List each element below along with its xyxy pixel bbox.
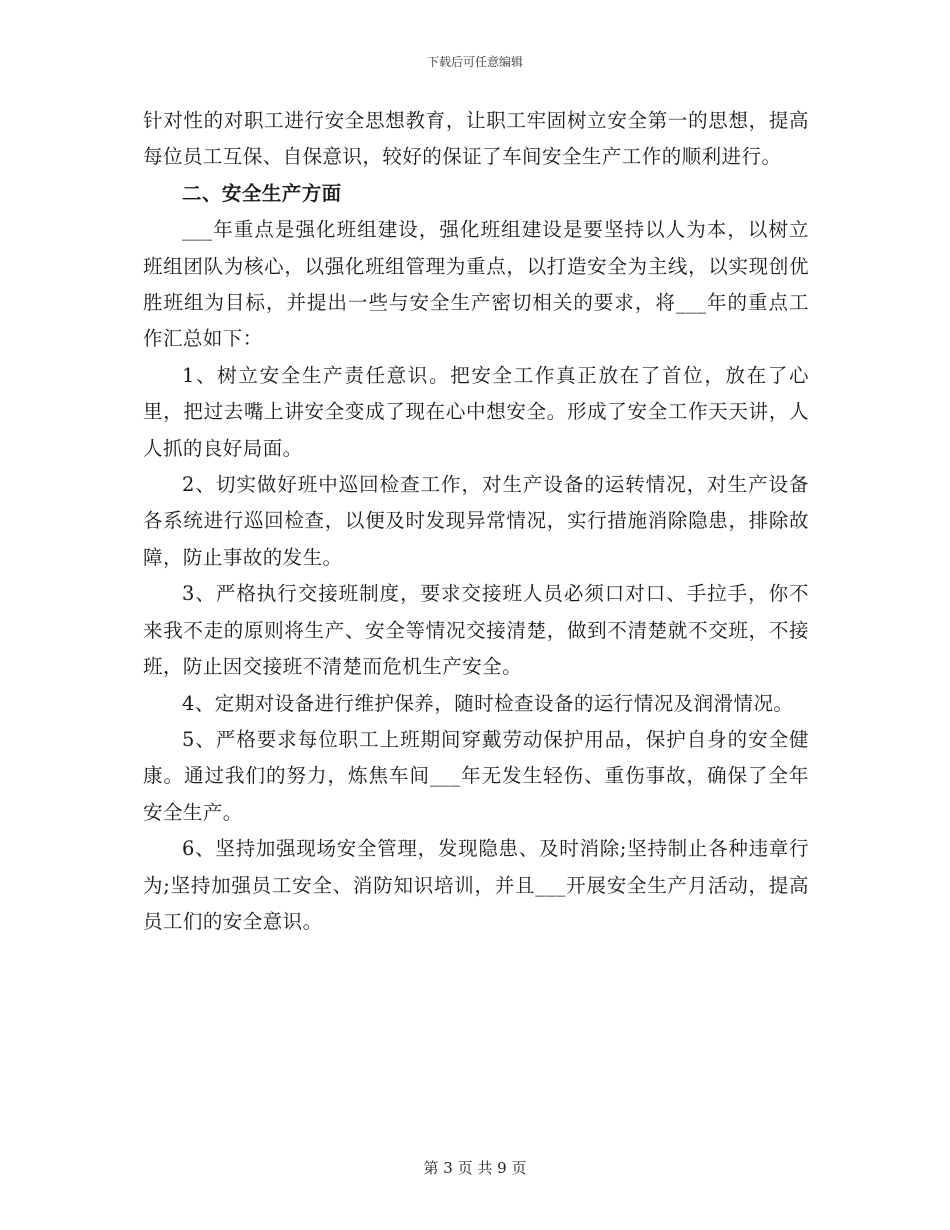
intro-paragraph: 针对性的对职工进行安全思想教育，让职工牢固树立安全第一的思想，提高每位员工互保、自保意识，较好的保证了车间安全生产工作的顺利进行。 [143, 109, 809, 169]
section-heading: 二、安全生产方面 [182, 181, 342, 205]
list-item: 1、树立安全生产责任意识。把安全工作真正放在了首位，放在了心里，把过去嘴上讲安全变成了现在心中想安全。形成了安全工作天天讲，人人抓的良好局面。 [143, 363, 809, 460]
list-item: 3、严格执行交接班制度，要求交接班人员必须口对口、手拉手，你不来我不走的原则将生产、安全等情况交接清楚，做到不清楚就不交班，不接班，防止因交接班不清楚而危机生产安全。 [143, 582, 809, 679]
list-item: 6、坚持加强现场安全管理，发现隐患、及时消除;坚持制止各种违章行为;坚持加强员工安全、消防知识培训，并且___开展安全生产月活动，提高员工们的安全意识。 [143, 837, 809, 933]
list-item: 2、切实做好班中巡回检查工作，对生产设备的运转情况，对生产设备各系统进行巡回检查，以便及时发现异常情况，实行措施消除隐患，排除故障，防止事故的发生。 [143, 473, 809, 569]
document-body [143, 103, 809, 940]
list-item: 4、定期对设备进行维护保养，随时检查设备的运行情况及润滑情况。 [182, 691, 794, 715]
summary-paragraph: ___年重点是强化班组建设，强化班组建设是要坚持以人为本，以树立班组团队为核心，以强化班组管理为重点，以打造安全为主线，以实现创优胜班组为目标，并提出一些与安全生产密切相关的要求，将___年的重点工作汇总如下： [143, 218, 809, 351]
list-item: 5、严格要求每位职工上班期间穿戴劳动保护用品，保护自身的安全健康。通过我们的努力，炼焦车间___年无发生轻伤、重伤事故，确保了全年安全生产。 [143, 727, 809, 824]
header-note: 下载后可任意编辑 [426, 55, 523, 69]
page-number: 第 3 页 共 9 页 [423, 1159, 527, 1177]
